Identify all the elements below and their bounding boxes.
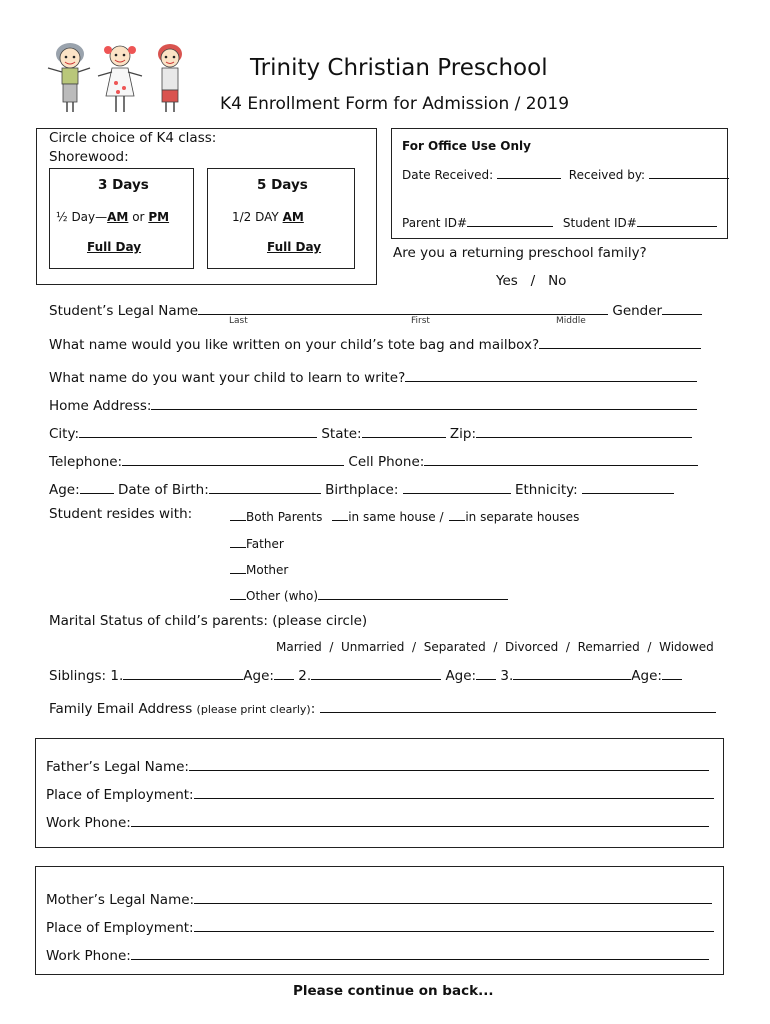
- resides-with-label: Student resides with:: [49, 506, 193, 522]
- sibling-2-label: 2.: [298, 668, 312, 684]
- city-label: City:: [49, 426, 80, 442]
- three-days-full-day-option[interactable]: Full Day: [87, 240, 142, 254]
- phone-field[interactable]: [49, 451, 698, 470]
- marital-status-options[interactable]: Married / Unmarried / Separated / Divorced / Remarried / Widowed: [276, 640, 714, 654]
- family-email-note: (please print clearly): [196, 703, 311, 716]
- three-days-heading: 3 Days: [98, 177, 149, 193]
- marital-status-prompt: Marital Status of child’s parents: (please circle): [49, 613, 368, 629]
- returning-family-options[interactable]: Yes / No: [496, 273, 567, 289]
- resides-mother-option[interactable]: [230, 561, 288, 577]
- student-legal-name-field[interactable]: [49, 300, 702, 319]
- cell-phone-label: Cell Phone:: [348, 454, 425, 470]
- sibling-2-age-label: Age:: [445, 668, 477, 684]
- continue-on-back-note: Please continue on back...: [293, 983, 494, 999]
- page-title: Trinity Christian Preschool: [250, 55, 548, 81]
- mother-work-phone-label: Work Phone:: [46, 948, 131, 964]
- home-address-field[interactable]: [49, 395, 697, 414]
- birthplace-label: Birthplace:: [325, 482, 399, 498]
- three-days-pm-option[interactable]: PM: [148, 210, 170, 224]
- student-legal-name-label: Student’s Legal Name: [49, 303, 199, 319]
- tote-name-label: What name would you like written on your child’s tote bag and mailbox?: [49, 337, 540, 353]
- family-email-colon: :: [310, 701, 316, 717]
- first-name-caption: First: [411, 316, 430, 326]
- class-choice-prompt: Circle choice of K4 class:: [49, 130, 217, 146]
- telephone-label: Telephone:: [49, 454, 123, 470]
- returning-family-question: Are you a returning preschool family?: [393, 245, 647, 261]
- siblings-field[interactable]: [49, 665, 682, 684]
- father-employment-field[interactable]: [46, 784, 714, 803]
- sibling-1-age-label: Age:: [243, 668, 274, 684]
- sibling-3-age-label: Age:: [631, 668, 662, 684]
- zip-label: Zip:: [449, 426, 477, 442]
- mother-legal-name-label: Mother’s Legal Name:: [46, 892, 195, 908]
- three-days-am-option[interactable]: AM: [107, 210, 129, 224]
- sibling-1-label: Siblings: 1.: [49, 668, 124, 684]
- page-subtitle: K4 Enrollment Form for Admission / 2019: [220, 94, 570, 114]
- age-label: Age:: [49, 482, 80, 498]
- tote-name-field[interactable]: [49, 334, 701, 353]
- date-received-label: Date Received:: [402, 168, 494, 182]
- date-received-field[interactable]: [402, 164, 729, 182]
- learn-name-label: What name do you want your child to learn to write?: [49, 370, 406, 386]
- resides-both-parents-option[interactable]: [230, 508, 579, 524]
- father-legal-name-label: Father’s Legal Name:: [46, 759, 189, 775]
- father-work-phone-label: Work Phone:: [46, 815, 131, 831]
- office-use-heading: For Office Use Only: [402, 139, 531, 153]
- separate-houses-label: in separate houses: [465, 510, 580, 524]
- mother-employment-label: Place of Employment:: [46, 920, 194, 936]
- state-label: State:: [321, 426, 362, 442]
- last-name-caption: Last: [229, 316, 248, 326]
- mother-option-label: Mother: [246, 563, 289, 577]
- sibling-3-label: 3.: [500, 668, 514, 684]
- both-parents-label: Both Parents: [246, 510, 323, 524]
- five-days-am-option[interactable]: AM: [282, 210, 304, 224]
- half-day-label: 1/2 DAY: [232, 210, 283, 224]
- father-option-label: Father: [246, 537, 284, 551]
- mother-employment-field[interactable]: [46, 917, 714, 936]
- half-day-label: ½ Day—: [56, 210, 108, 224]
- five-days-heading: 5 Days: [257, 177, 308, 193]
- student-id-label: Student ID#: [562, 216, 637, 230]
- father-employment-label: Place of Employment:: [46, 787, 194, 803]
- middle-name-caption: Middle: [556, 316, 586, 326]
- five-days-full-day-option[interactable]: Full Day: [267, 240, 322, 254]
- class-location: Shorewood:: [49, 149, 129, 165]
- age-birth-ethnicity-field[interactable]: [49, 479, 674, 498]
- other-option-label: Other (who): [246, 589, 319, 603]
- resides-other-option[interactable]: [230, 587, 508, 603]
- parent-id-label: Parent ID#: [402, 216, 468, 230]
- resides-father-option[interactable]: [230, 535, 284, 551]
- father-work-phone-field[interactable]: [46, 812, 709, 831]
- family-email-field[interactable]: [49, 698, 716, 717]
- dob-label: Date of Birth:: [117, 482, 209, 498]
- home-address-label: Home Address:: [49, 398, 152, 414]
- office-ids-field[interactable]: [402, 212, 717, 230]
- mother-legal-name-field[interactable]: [46, 889, 712, 908]
- mother-work-phone-field[interactable]: [46, 945, 709, 964]
- father-legal-name-field[interactable]: [46, 756, 709, 775]
- kids-logo-illustration: [38, 38, 198, 118]
- received-by-label: Received by:: [568, 168, 646, 182]
- learn-name-field[interactable]: [49, 367, 697, 386]
- three-days-half-day[interactable]: [56, 210, 169, 224]
- city-state-zip-field[interactable]: [49, 423, 692, 442]
- gender-label: Gender: [612, 303, 663, 319]
- ethnicity-label: Ethnicity:: [514, 482, 578, 498]
- same-house-label: in same house /: [348, 510, 444, 524]
- family-email-label: Family Email Address: [49, 701, 193, 717]
- or-label: or: [132, 210, 145, 224]
- five-days-half-day[interactable]: [232, 210, 304, 224]
